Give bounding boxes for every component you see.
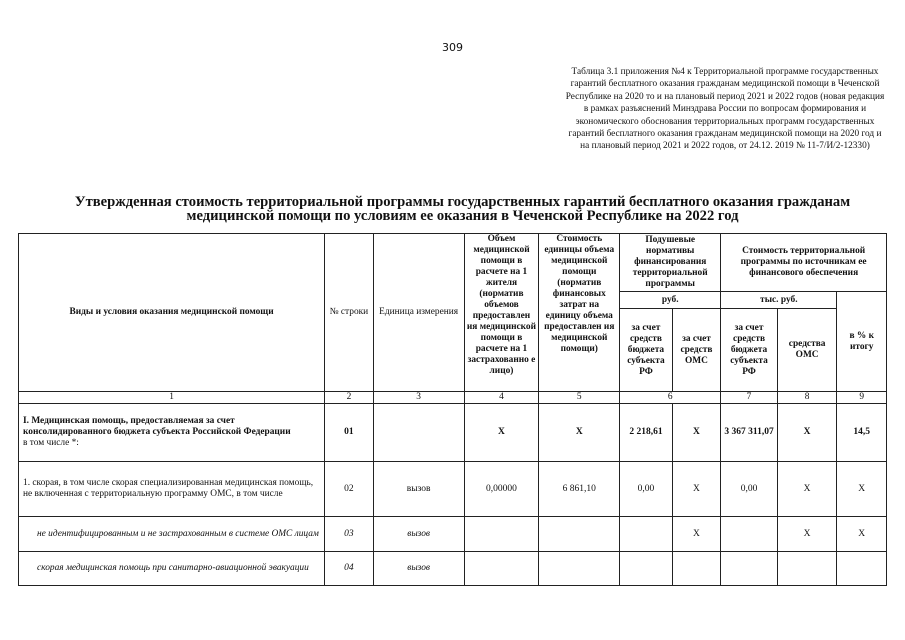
table-reference-note: Таблица 3.1 приложения №4 к Территориальной программе государственных гарантий бесплатного оказания гражданам медицинской помощи в Чеченской Республике на 2020 то и на плановый период 2021 и 2022 годов (новая редакция в рамках разъяснений Минздрава России по вопросам формирования и экономического обоснования территориальных программ государственных гарантий бесплатного оказания гражданам медицинской помощи на 2020 год и на плановый период 2021 и 2022 годов, от 24.12. 2019 № 11-7/И/2-12330)	[565, 67, 885, 152]
row-per-capita-oms: Х	[672, 517, 721, 552]
header-per-capita: Подушевые нормативы финансирования территориальной программы	[620, 234, 721, 292]
table-row	[19, 552, 887, 586]
column-number: 8	[777, 392, 837, 404]
table-row	[19, 462, 887, 517]
row-cost-oms: Х	[777, 517, 837, 552]
row-number: 02	[325, 462, 374, 517]
row-per-capita-budget	[620, 517, 673, 552]
row-name-suffix: в том числе *:	[23, 438, 79, 448]
table-row	[19, 517, 887, 552]
header-kinds: Виды и условия оказания медицинской помощи	[19, 234, 325, 392]
row-unit-cost	[539, 517, 620, 552]
row-per-capita-oms: Х	[672, 404, 721, 462]
header-per-capita-budget: за счет средств бюджета субъекта РФ	[620, 309, 673, 392]
row-cost-budget: 3 367 311,07	[721, 404, 778, 462]
header-per-capita-oms: за счет средств ОМС	[672, 309, 721, 392]
row-percent: 14,5	[837, 404, 887, 462]
row-volume	[464, 552, 539, 586]
column-number: 7	[721, 392, 778, 404]
page-number: 309	[442, 41, 463, 54]
row-percent: Х	[837, 517, 887, 552]
row-per-capita-budget: 0,00	[620, 462, 673, 517]
row-per-capita-oms	[672, 552, 721, 586]
row-percent	[837, 552, 887, 586]
header-cost-oms: средства ОМС	[777, 309, 837, 392]
column-number: 5	[539, 392, 620, 404]
row-number: 04	[325, 552, 374, 586]
header-cost-budget: за счет средств бюджета субъекта РФ	[721, 309, 778, 392]
header-unit-cost: Стоимость единицы объема медицинской помощи (норматив финансовых затрат на единицу объема предоставлен ия медицинской помощи)	[539, 234, 620, 392]
header-percent-total: в % к итогу	[837, 292, 887, 392]
header-row-no: № строки	[325, 234, 374, 392]
document-title: Утвержденная стоимость территориальной программы государственных гарантий бесплатного оказания гражданам медицинской помощи по условиям ее оказания в Чеченской Республике на 2022 год	[74, 194, 851, 224]
column-number: 2	[325, 392, 374, 404]
row-unit: вызов	[373, 517, 464, 552]
row-name: скорая медицинская помощь при санитарно-авиационной эвакуации	[19, 552, 325, 586]
header-volume: Объем медицинской помощи в расчете на 1 жителя (норматив объемов предоставлен ия медицинской помощи в расчете на 1 застрахованно е лицо)	[464, 234, 539, 392]
column-number: 6	[620, 392, 721, 404]
row-per-capita-budget: 2 218,61	[620, 404, 673, 462]
row-unit	[373, 404, 464, 462]
row-unit: вызов	[373, 552, 464, 586]
column-number: 9	[837, 392, 887, 404]
header-unit: Единица измерения	[373, 234, 464, 392]
row-unit: вызов	[373, 462, 464, 517]
row-per-capita-budget	[620, 552, 673, 586]
row-cost-budget	[721, 552, 778, 586]
row-unit-cost: Х	[539, 404, 620, 462]
row-cost-oms: Х	[777, 462, 837, 517]
row-volume: Х	[464, 404, 539, 462]
column-number: 1	[19, 392, 325, 404]
row-name: 1. скорая, в том числе скорая специализированная медицинская помощь, не включенная с территориальную программу ОМС, в том числе	[19, 462, 325, 517]
column-number: 4	[464, 392, 539, 404]
row-name	[19, 404, 325, 462]
row-cost-oms: Х	[777, 404, 837, 462]
row-volume	[464, 517, 539, 552]
row-name-main: I. Медицинская помощь, предоставляемая за счет консолидированного бюджета субъекта Российской Федерации	[23, 416, 291, 437]
row-unit-cost: 6 861,10	[539, 462, 620, 517]
row-cost-oms	[777, 552, 837, 586]
row-volume: 0,00000	[464, 462, 539, 517]
column-number: 3	[373, 392, 464, 404]
header-rub: руб.	[620, 292, 721, 309]
row-number: 01	[325, 404, 374, 462]
header-thousand-rub: тыс. руб.	[721, 292, 837, 309]
row-cost-budget	[721, 517, 778, 552]
cost-table	[18, 233, 887, 586]
row-cost-budget: 0,00	[721, 462, 778, 517]
row-name: не идентифицированным и не застрахованным в системе ОМС лицам	[19, 517, 325, 552]
row-per-capita-oms: Х	[672, 462, 721, 517]
row-percent: Х	[837, 462, 887, 517]
header-cost-by-source: Стоимость территориальной программы по источникам ее финансового обеспечения	[721, 234, 887, 292]
row-unit-cost	[539, 552, 620, 586]
table-row	[19, 404, 887, 462]
column-number-row	[19, 392, 887, 404]
header-row-1	[19, 234, 887, 292]
row-number: 03	[325, 517, 374, 552]
